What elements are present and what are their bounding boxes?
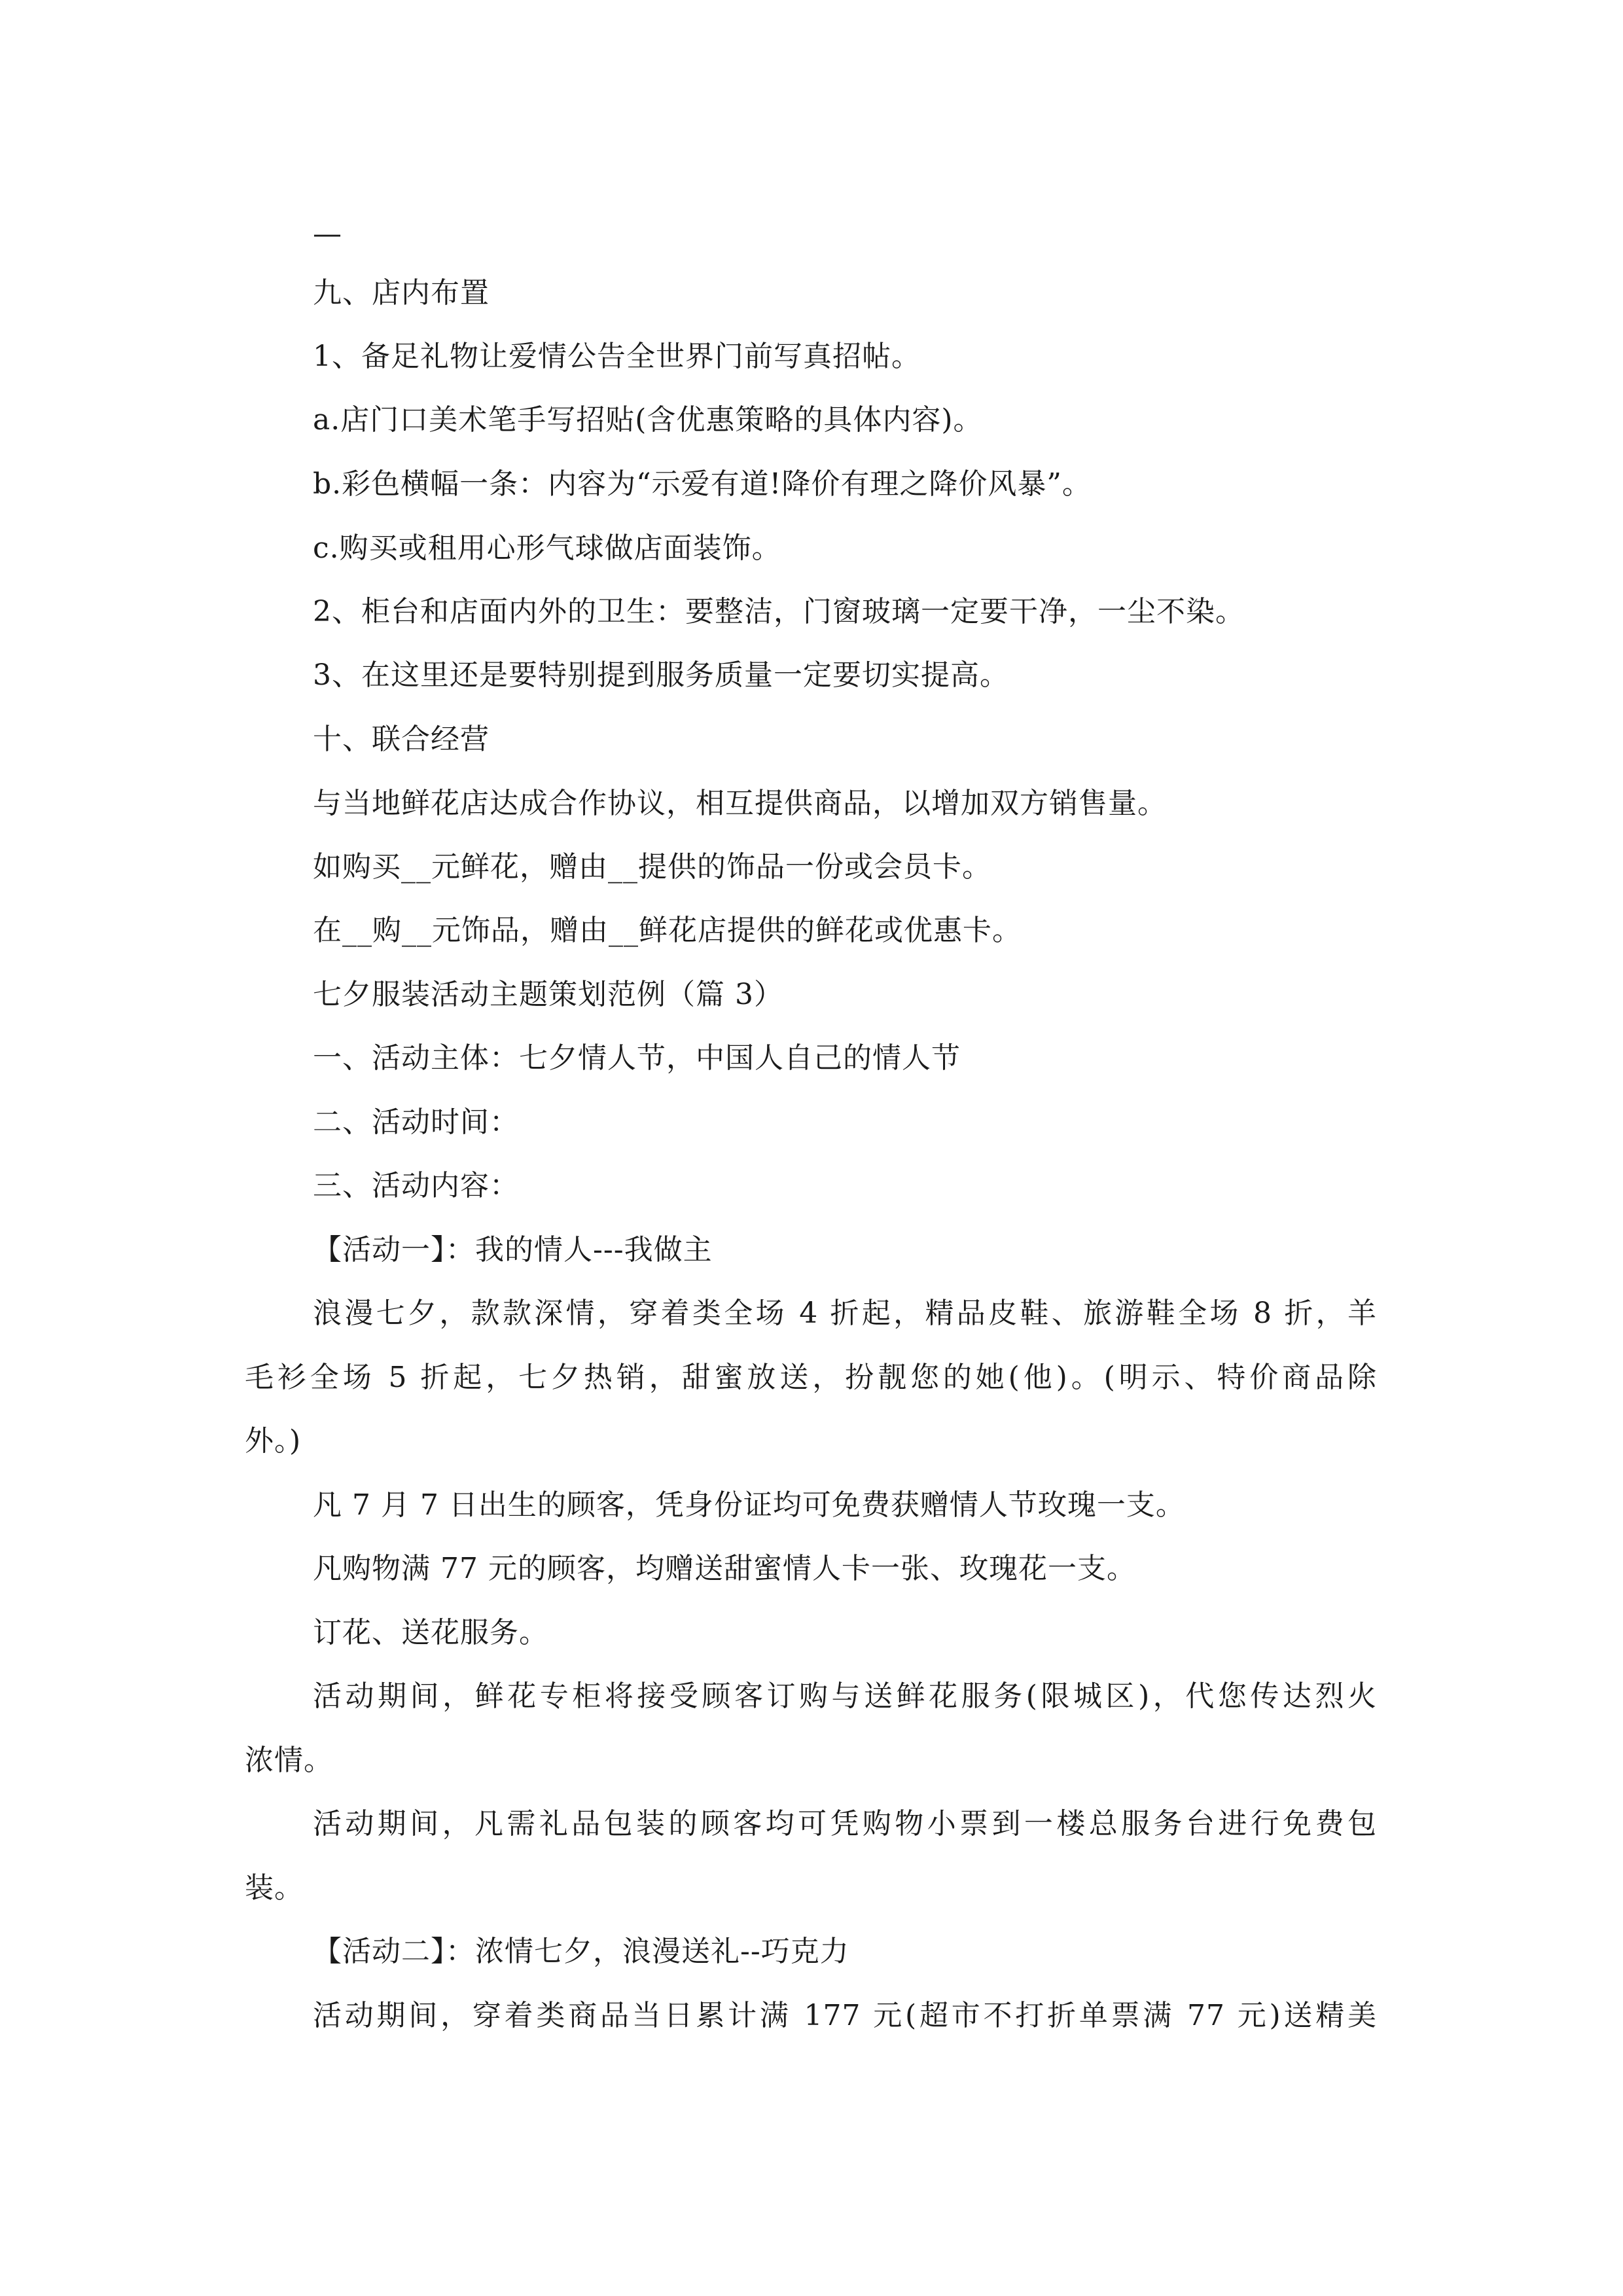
paragraph-line: 浪漫七夕，款款深情，穿着类全场 4 折起，精品皮鞋、旅游鞋全场 8 折，羊: [313, 1297, 1377, 1330]
paragraph-line: c.购买或租用心形气球做店面装饰。: [313, 531, 781, 565]
paragraph-line: 活动期间，凡需礼品包装的顾客均可凭购物小票到一楼总服务台进行免费包: [313, 1807, 1377, 1840]
paragraph-line: 活动期间，穿着类商品当日累计满 177 元(超市不打折单票满 77 元)送精美: [313, 1999, 1377, 2032]
paragraph-line: 三、活动内容：: [313, 1169, 519, 1202]
section-heading-10: 十、联合经营: [313, 723, 490, 756]
paragraph-line: 2、柜台和店面内外的卫生：要整洁，门窗玻璃一定要干净，一尘不染。: [313, 595, 1245, 628]
activity-heading-2: 【活动二】：浓情七夕，浪漫送礼--巧克力: [313, 1935, 849, 1968]
paragraph-line: 毛衫全场 5 折起，七夕热销，甜蜜放送，扮靓您的她(他)。(明示、特价商品除: [245, 1361, 1377, 1394]
article-title: 七夕服装活动主题策划范例（篇 3）: [313, 978, 783, 1011]
paragraph-line: b.彩色横幅一条：内容为“示爱有道!降价有理之降价风暴”。: [313, 467, 1092, 501]
paragraph-line: 一、活动主体：七夕情人节，中国人自己的情人节: [313, 1041, 961, 1075]
activity-heading-1: 【活动一】：我的情人---我做主: [313, 1233, 713, 1266]
paragraph-line: 3、在这里还是要特别提到服务质量一定要切实提高。: [313, 658, 1009, 692]
paragraph-line: 二、活动时间：: [313, 1105, 519, 1139]
paragraph-line: 凡购物满 77 元的顾客，均赠送甜蜜情人卡一张、玫瑰花一支。: [313, 1552, 1136, 1585]
paragraph-line: 订花、送花服务。: [313, 1616, 548, 1649]
paragraph-line: 装。: [245, 1871, 304, 1905]
paragraph-line: 凡 7 月 7 日出生的顾客，凭身份证均可免费获赠情人节玫瑰一支。: [313, 1488, 1185, 1522]
paragraph-line: 1、备足礼物让爱情公告全世界门前写真招帖。: [313, 340, 921, 373]
separator-dash: —: [313, 217, 342, 251]
paragraph-line: 与当地鲜花店达成合作协议，相互提供商品，以增加双方销售量。: [313, 787, 1167, 820]
section-heading-9: 九、店内布置: [313, 276, 490, 310]
paragraph-line: 在__购__元饰品，赠由__鲜花店提供的鲜花或优惠卡。: [313, 914, 1022, 947]
paragraph-line: 浓情。: [245, 1744, 333, 1777]
paragraph-line: 外。): [245, 1424, 302, 1458]
paragraph-line: 如购买__元鲜花，赠由__提供的饰品一份或会员卡。: [313, 850, 991, 884]
paragraph-line: 活动期间，鲜花专柜将接受顾客订购与送鲜花服务(限城区)，代您传达烈火: [313, 1679, 1377, 1713]
paragraph-line: a.店门口美术笔手写招贴(含优惠策略的具体内容)。: [313, 403, 983, 437]
